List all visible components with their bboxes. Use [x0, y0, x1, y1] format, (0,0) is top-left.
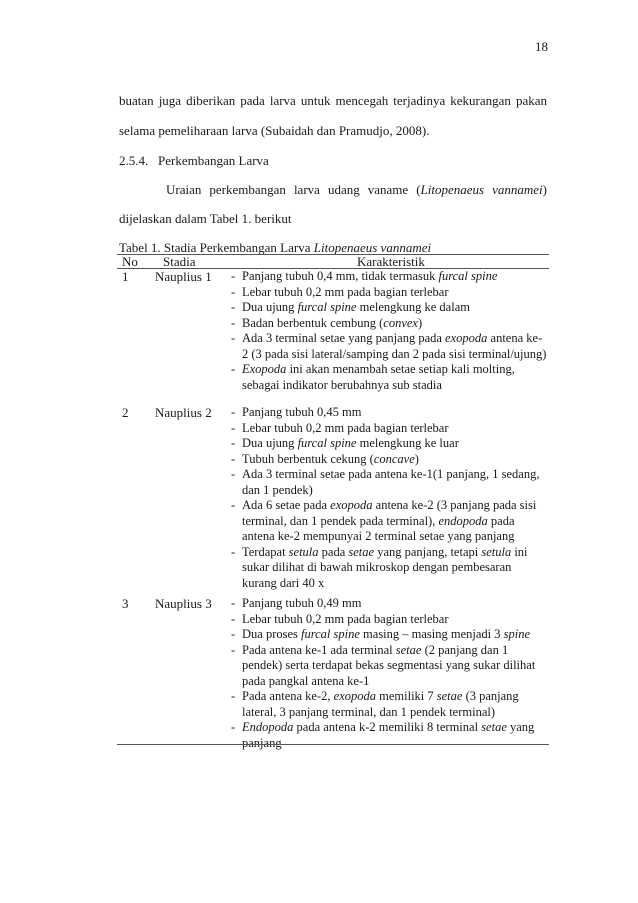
- row-stadia: Nauplius 3: [155, 596, 212, 611]
- text-segment: memiliki 7: [376, 689, 437, 703]
- table-rule-bottom: [117, 744, 549, 745]
- species-name: Litopenaeus vannamei: [420, 182, 543, 197]
- paragraph-text: ): [542, 182, 547, 197]
- characteristic-item: [230, 285, 548, 301]
- italic-term: setae: [481, 720, 507, 734]
- text-segment: yang panjang: [242, 720, 535, 750]
- text-segment: yang panjang, tetapi: [374, 544, 482, 559]
- characteristics-list: [230, 596, 548, 751]
- text-segment: Ada 6 setae pada: [242, 498, 331, 512]
- text-segment: ): [417, 315, 423, 330]
- header-no: No: [122, 254, 138, 269]
- section-heading: 2.5.4. Perkembangan Larva: [119, 153, 269, 168]
- row-no: 1: [122, 269, 129, 284]
- characteristics-list: [230, 269, 548, 393]
- text-segment: Lebar tubuh 0,2 mm pada bagian terlebar: [242, 284, 449, 299]
- italic-term: exopoda: [330, 498, 373, 512]
- text-segment: Panjang tubuh 0,49 mm: [242, 596, 362, 610]
- characteristic-item: [230, 545, 548, 592]
- text-segment: Ada 3 terminal setae pada antena ke-1(1 panjang, 1 sedang, dan 1 pendek): [242, 467, 540, 497]
- paragraph-line: [166, 182, 547, 198]
- characteristic-item: [230, 467, 548, 498]
- italic-term: furcal spine: [297, 300, 357, 314]
- characteristic-item: [230, 612, 548, 628]
- row-stadia: Nauplius 1: [155, 269, 212, 284]
- italic-term: setula: [288, 544, 319, 559]
- text-segment: antena ke-2 (3 panjang pada sisi terminal, dan 1 pendek pada terminal),: [242, 498, 537, 528]
- text-segment: Pada antena ke-2,: [242, 689, 334, 703]
- text-segment: pada: [318, 544, 349, 559]
- italic-term: Exopoda: [242, 362, 287, 376]
- italic-term: setae: [348, 544, 375, 559]
- characteristic-item: [230, 331, 548, 362]
- italic-term: endopoda: [438, 513, 488, 528]
- italic-term: concave: [373, 451, 415, 466]
- caption-species: Litopenaeus vannamei: [313, 240, 432, 255]
- characteristic-item: [230, 689, 548, 720]
- characteristic-item: [230, 627, 548, 643]
- text-segment: Panjang tubuh 0,45 mm: [242, 405, 362, 419]
- characteristic-item: [230, 362, 548, 393]
- italic-term: convex: [383, 315, 418, 330]
- characteristic-item: [230, 498, 548, 545]
- text-segment: Tubuh berbentuk cekung (: [242, 451, 374, 466]
- italic-term: furcal spine: [297, 436, 357, 450]
- header-karakteristik: Karakteristik: [357, 254, 425, 269]
- row-stadia: Nauplius 2: [155, 405, 212, 420]
- characteristic-item: [230, 436, 548, 452]
- paragraph-line: dijelaskan dalam Tabel 1. berikut: [119, 211, 292, 226]
- text-segment: antena ke-2 (3 pada sisi lateral/samping dan 2 pada sisi terminal/ujung): [242, 331, 547, 361]
- caption-text: Tabel 1. Stadia Perkembangan Larva: [119, 240, 314, 255]
- characteristics-list: [230, 405, 548, 591]
- italic-term: furcal spine: [438, 269, 498, 283]
- characteristic-item: [230, 643, 548, 690]
- text-segment: ini sukar dilihat di bawah mikroskop dengan pembesaran kurang dari 40 x: [242, 544, 528, 590]
- text-segment: Badan berbentuk cembung (: [242, 315, 384, 330]
- text-segment: (3 panjang lateral, 3 panjang terminal, dan 1 pendek terminal): [242, 689, 519, 719]
- characteristic-item: [230, 269, 548, 285]
- characteristic-item: [230, 300, 548, 316]
- italic-term: setae: [436, 689, 463, 703]
- row-no: 3: [122, 596, 129, 611]
- text-segment: (2 panjang dan 1 pendek) serta terdapat bekas segmentasi yang sukar dilihat pada pangkal antena ke-1: [242, 642, 536, 688]
- paragraph-line: buatan juga diberikan pada larva untuk mencegah terjadinya kekurangan pakan: [119, 93, 547, 108]
- row-no: 2: [122, 405, 129, 420]
- characteristic-item: [230, 596, 548, 612]
- characteristic-item: [230, 316, 548, 332]
- characteristic-item: [230, 405, 548, 421]
- italic-term: setae: [395, 642, 422, 657]
- characteristic-item: [230, 421, 548, 437]
- text-segment: Pada antena ke-1 ada terminal: [242, 642, 396, 657]
- text-segment: ): [414, 451, 419, 466]
- characteristic-item: [230, 720, 548, 751]
- text-segment: melengkung ke luar: [356, 436, 459, 450]
- text-segment: pada antena k-2 memiliki 8 terminal: [293, 720, 482, 734]
- characteristic-item: [230, 452, 548, 468]
- text-segment: masing – masing menjadi 3: [359, 627, 504, 641]
- text-segment: Dua ujung: [242, 300, 298, 314]
- text-segment: melengkung ke dalam: [356, 300, 470, 314]
- italic-term: setula: [481, 544, 512, 559]
- italic-term: exopoda: [445, 331, 488, 345]
- page-number: 18: [535, 39, 548, 54]
- text-segment: Dua proses: [242, 627, 302, 641]
- text-segment: Lebar tubuh 0,2 mm pada bagian terlebar: [242, 611, 449, 626]
- text-segment: Lebar tubuh 0,2 mm pada bagian terlebar: [242, 420, 449, 435]
- text-segment: Ada 3 terminal setae yang panjang pada: [242, 331, 446, 345]
- paragraph-line: selama pemeliharaan larva (Subaidah dan Pramudjo, 2008).: [119, 123, 430, 138]
- text-segment: pada antena ke-2 mempunyai 2 terminal setae yang panjang: [242, 513, 515, 543]
- italic-term: spine: [503, 627, 531, 641]
- header-stadia: Stadia: [163, 254, 196, 269]
- italic-term: furcal spine: [301, 627, 360, 641]
- text-segment: Terdapat: [242, 544, 289, 559]
- paragraph-text: Uraian perkembangan larva udang vaname (: [166, 182, 421, 197]
- italic-term: exopoda: [333, 689, 376, 703]
- text-segment: Dua ujung: [242, 436, 298, 450]
- text-segment: Panjang tubuh 0,4 mm, tidak termasuk: [242, 269, 439, 283]
- italic-term: Endopoda: [242, 720, 294, 734]
- text-segment: ini akan menambah setae setiap kali molting, sebagai indikator berubahnya sub stadia: [242, 362, 515, 392]
